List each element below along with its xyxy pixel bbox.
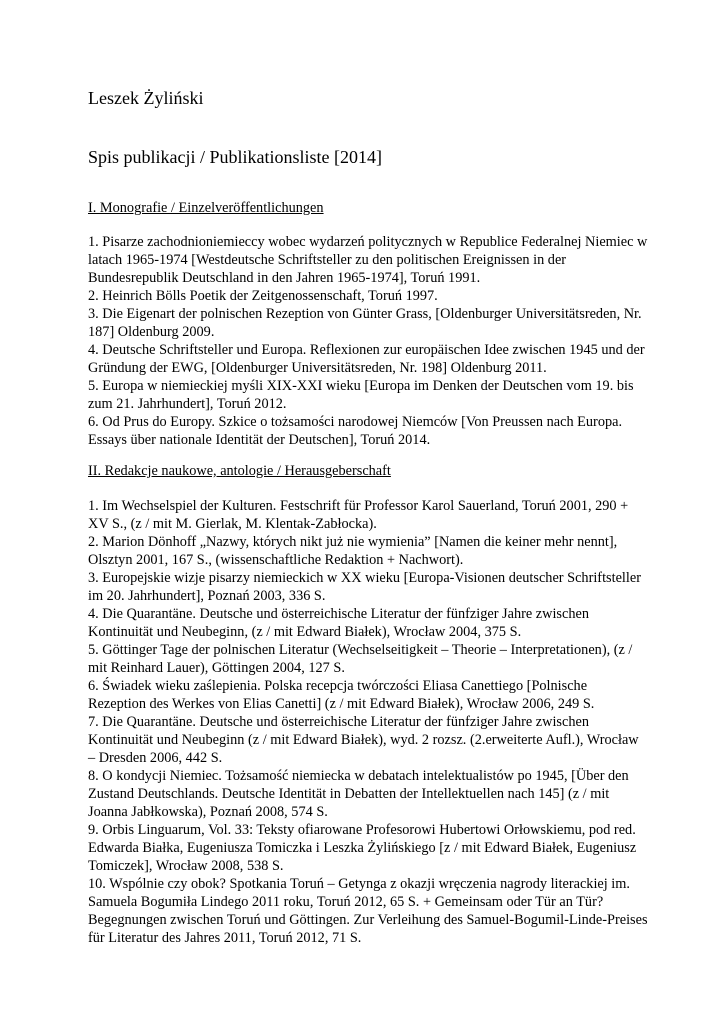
list-item: 6. Świadek wieku zaślepienia. Polska recepcja twórczości Eliasa Canettiego [Polnische Rezeption des Werkes von Elias Canetti] (z / mit Edward Białek), Wrocław 2006, 249 S. bbox=[88, 678, 595, 712]
author-name: Leszek Żyliński bbox=[88, 88, 204, 108]
list-item: 4. Die Quarantäne. Deutsche und österreichische Literatur der fünfziger Jahre zwischen Kontinuität und Neubeginn, (z / mit Edward Białek), Wrocław 2004, 375 S. bbox=[88, 606, 589, 640]
list-item: 4. Deutsche Schriftsteller und Europa. Reflexionen zur europäischen Idee zwischen 1945 und der Gründung der EWG, [Oldenburger Universitätsreden, Nr. 198] Oldenburg 2011. bbox=[88, 342, 645, 376]
list-item: 1. Pisarze zachodnioniemieccy wobec wydarzeń politycznych w Republice Federalnej Niemiec w latach 1965-1974 [Westdeutsche Schriftsteller zu den politischen Ereignissen in der Bundesrepublik Deutschland in den Jahren 1965-1974], Toruń 1991. bbox=[88, 234, 648, 286]
list-item: 3. Europejskie wizje pisarzy niemieckich w XX wieku [Europa-Visionen deutscher Schriftsteller im 20. Jahrhundert], Poznań 2003, 336 S. bbox=[88, 570, 641, 604]
section-heading: II. Redakcje naukowe, antologie / Herausgeberschaft bbox=[88, 463, 391, 479]
list-item: 6. Od Prus do Europy. Szkice o tożsamości narodowej Niemców [Von Preussen nach Europa. Essays über nationale Identität der Deutschen], Toruń 2014. bbox=[88, 414, 623, 448]
publication-list bbox=[88, 497, 648, 947]
list-item: 5. Göttinger Tage der polnischen Literatur (Wechselseitigkeit – Theorie – Interpretationen), (z / mit Reinhard Lauer), Göttingen 2004, 127 S. bbox=[88, 642, 633, 676]
list-item: 8. O kondycji Niemiec. Tożsamość niemiecka w debatach intelektualistów po 1945, [Über den Zustand Deutschlands. Deutsche Identität in Debatten der Intellektuellen nach 145] (z / mit Joanna Jabłkowska), Poznań 2008, 574 S. bbox=[88, 768, 629, 820]
list-item: 2. Heinrich Bölls Poetik der Zeitgenossenschaft, Toruń 1997. bbox=[88, 288, 438, 304]
list-item: 3. Die Eigenart der polnischen Rezeption von Günter Grass, [Oldenburger Universitätsreden, Nr. 187] Oldenburg 2009. bbox=[88, 306, 642, 340]
list-item: 10. Wspólnie czy obok? Spotkania Toruń – Getynga z okazji wręczenia nagrody literackiej im. Samuela Bogumiła Lindego 2011 roku, Toruń 2012, 65 S. + Gemeinsam oder Tür an Tür? Begegnungen zwischen Toruń und Göttingen. Zur Verleihung des Samuel-Bogumil-Linde-Preises für Literatur des Jahres 2011, Toruń 2012, 71 S. bbox=[88, 876, 648, 946]
publication-list bbox=[88, 233, 648, 449]
section-editorships bbox=[88, 462, 648, 947]
list-item: 5. Europa w niemieckiej myśli XIX-XXI wieku [Europa im Denken der Deutschen vom 19. bis zum 21. Jahrhundert], Toruń 2012. bbox=[88, 378, 634, 412]
list-item: 9. Orbis Linguarum, Vol. 33: Teksty ofiarowane Profesorowi Hubertowi Orłowskiemu, pod red. Edwarda Białka, Eugeniusza Tomiczka i Leszka Żylińskiego [z / mit Edward Białek, Eugeniusz Tomiczek], Wrocław 2008, 538 S. bbox=[88, 822, 637, 874]
list-item: 2. Marion Dönhoff „Nazwy, których nikt już nie wymienia” [Namen die keiner mehr nennt], Olsztyn 2001, 167 S., (wissenschaftliche Redaktion + Nachwort). bbox=[88, 534, 618, 568]
section-monographs bbox=[88, 199, 648, 449]
list-item: 7. Die Quarantäne. Deutsche und österreichische Literatur der fünfziger Jahre zwischen Kontinuität und Neubeginn (z / mit Edward Białek), wyd. 2 rozsz. (2.erweiterte Aufl.), Wrocław – Dresden 2006, 442 S. bbox=[88, 714, 639, 766]
list-item: 1. Im Wechselspiel der Kulturen. Festschrift für Professor Karol Sauerland, Toruń 2001, 290 + XV S., (z / mit M. Gierlak, M. Klentak-Zabłocka). bbox=[88, 498, 629, 532]
page-title: Spis publikacji / Publikationsliste [2014] bbox=[88, 147, 382, 167]
section-heading: I. Monografie / Einzelveröffentlichungen bbox=[88, 200, 324, 216]
